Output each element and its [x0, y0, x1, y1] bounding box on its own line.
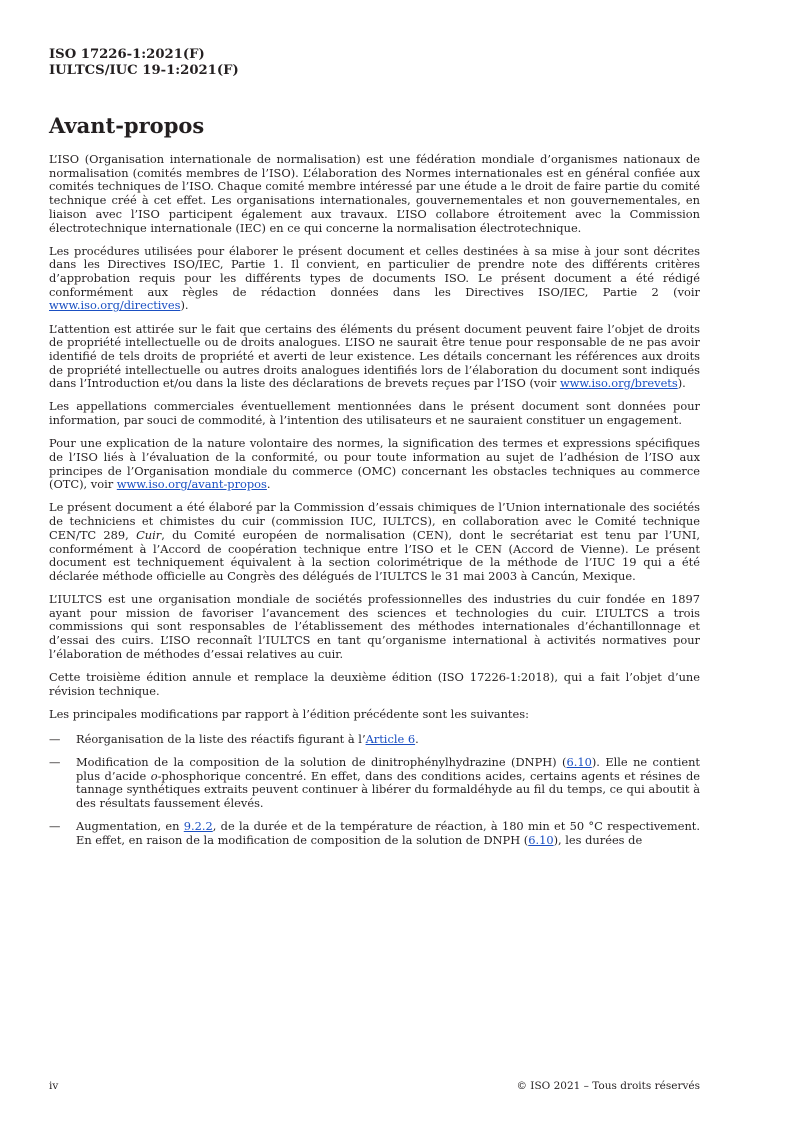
paragraph-changes-intro: Les principales modifications par rapport à l’édition précédente sont les suivantes:: [49, 706, 529, 721]
paragraph-edition: Cette troisième édition annule et remplace la deuxième édition (ISO 17226-1:2018), qui a fait l’objet d’une révision technique.: [49, 669, 700, 698]
paragraph-procedures: Les procédures utilisées pour élaborer le présent document et celles destinées à sa mise à jour sont décrites dans les Directives ISO/IEC, Partie 1. Il convient, en particulier de prendre note des différents critères d’approbation requis pour les différents types de documents ISO. Le présent document a été rédigé conformément aux règles de rédaction données dans les Directives ISO/IEC, Partie 2 (voir www.iso.org/directives).: [49, 243, 700, 313]
page-title: Avant-propos: [49, 113, 205, 138]
link-directives[interactable]: www.iso.org/directives: [49, 298, 181, 313]
link-6-10-second[interactable]: 6.10: [528, 832, 554, 847]
paragraph-iso-intro: L’ISO (Organisation internationale de normalisation) est une fédération mondiale d’organismes nationaux de normalisation (comités membres de l’ISO). L’élaboration des Normes internationales est en général confiée aux comités techniques de l’ISO. Chaque comité membre intéressé par une étude a le droit de faire partie du comité technique créé à cet effet. Les organisations internationales, gouvernementales et non gouvernementales, en liaison avec l’ISO participent également aux travaux. L’ISO collabore étroitement avec la Commission électrotechnique internationale (IEC) en ce qui concerne la normalisation électrotechnique.: [49, 152, 700, 235]
list-dash: —: [49, 819, 61, 834]
paragraph-voluntary-nature: Pour une explication de la nature volontaire des normes, la signification des termes et expressions spécifiques de l’ISO liés à l’évaluation de la conformité, ou pour toute information au sujet de l’adhésion de l’ISO aux principes de l’Organisation mondiale du commerce (OMC) concernant les obstacles techniques au commerce (OTC), voir www.iso.org/avant-propos.: [49, 436, 700, 492]
list-item: — Augmentation, en 9.2.2, de la durée et de la température de réaction, à 180 min et 50 °C respectivement. En effet, en raison de la modification de composition de la solution de DNPH (6.10), les durées de: [49, 819, 700, 847]
list-item: — Modification de la composition de la solution de dinitrophénylhydrazine (DNPH) (6.10). Elle ne contient plus d’acide o-phosphorique concentré. En effet, dans des conditions acides, certains agents et résines de tannage synthétiques extraits peuvent continuer à libérer du formaldéhyde au fil du temps, ce qui aboutit à des résultats faussement élevés.: [49, 755, 701, 811]
standard-number: ISO 17226-1:2021(F): [49, 47, 205, 62]
document-body: [49, 153, 700, 857]
iultcs-number: IULTCS/IUC 19-1:2021(F): [49, 62, 239, 78]
paragraph-prepared-by: Le présent document a été élaboré par la Commission d’essais chimiques de l’Union internationale des sociétés de techniciens et chimistes du cuir (commission IUC, IULTCS), en collaboration avec le Comité technique CEN/TC 289, Cuir, du Comité européen de normalisation (CEN), dont le secrétariat est tenu par l’UNI, conformément à l’Accord de coopération technique entre l’ISO et le CEN (Accord de Vienne). Le présent document est techniquement équivalent à la section colorimétrique de la méthode de l’IUC 19 qui a été déclarée méthode officielle au Congrès des délégués de l’IULTCS le 31 mai 2003 à Cancún, Mexique.: [49, 500, 700, 583]
copyright-notice: © ISO 2021 – Tous droits réservés: [516, 1080, 700, 1092]
paragraph-trade-names: Les appellations commerciales éventuellement mentionnées dans le présent document sont données pour information, par souci de commodité, à l’intention des utilisateurs et ne sauraient constituer un engagement.: [49, 399, 700, 428]
page-number: iv: [49, 1080, 59, 1092]
list-item: — Réorganisation de la liste des réactifs figurant à l’Article 6.: [49, 731, 419, 746]
link-avant-propos[interactable]: www.iso.org/avant-propos: [116, 477, 267, 492]
link-article-6[interactable]: Article 6: [365, 731, 416, 746]
list-dash: —: [49, 755, 61, 770]
document-header: [49, 47, 239, 78]
list-dash: —: [49, 731, 61, 746]
link-brevets[interactable]: www.iso.org/brevets: [559, 376, 678, 391]
paragraph-iultcs: L’IULTCS est une organisation mondiale de sociétés professionnelles des industries du cuir fondée en 1897 ayant pour mission de favoriser l’avancement des sciences et technologies du cuir. L’IULTCS a trois commissions qui sont responsables de l’établissement des méthodes internationales d’échantillonnage et d’essai des cuirs. L’ISO reconnaît l’IULTCS en tant qu’organisme international à activités normatives pour l’élaboration de méthodes d’essai relatives au cuir.: [49, 592, 700, 661]
link-6-10[interactable]: 6.10: [566, 755, 592, 770]
link-9-2-2[interactable]: 9.2.2: [183, 819, 213, 834]
paragraph-patents: L’attention est attirée sur le fait que certains des éléments du présent document peuvent faire l’objet de droits de propriété intellectuelle ou de droits analogues. L’ISO ne saurait être tenue pour responsable de ne pas avoir identifié de tels droits de propriété et averti de leur existence. Les détails concernant les références aux droits de propriété intellectuelle ou autres droits analogues identifiés lors de l’élaboration du document sont indiqués dans l’Introduction et/ou dans la liste des déclarations de brevets reçues par l’ISO (voir www.iso.org/brevets).: [49, 321, 700, 391]
